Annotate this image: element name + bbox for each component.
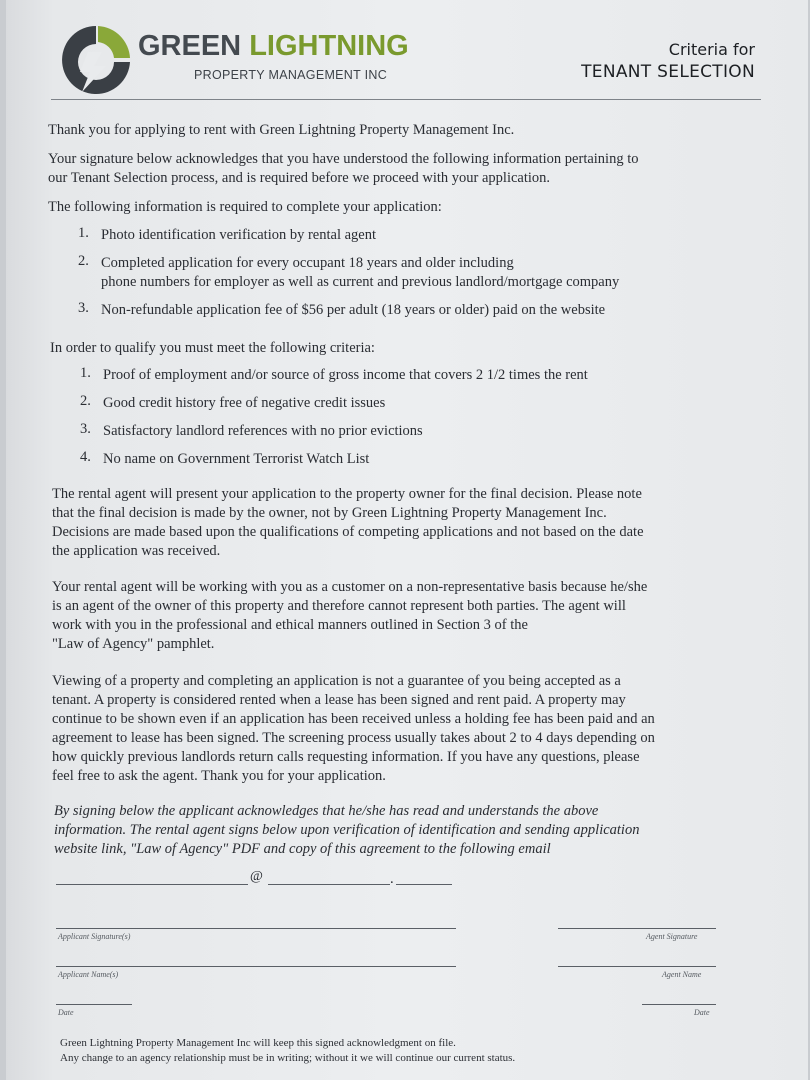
applicant-name-label: Applicant Name(s): [58, 970, 119, 979]
list-number: 3.: [80, 421, 91, 437]
doc-title-line2: TENANT SELECTION: [581, 62, 755, 82]
footer-line: Any change to an agency relationship must be in writing; without it we will continue our current status.: [60, 1052, 516, 1064]
paragraph-line: information. The rental agent signs below upon verification of identification and sending application: [54, 822, 640, 838]
list-item: Photo identification verification by rental agent: [101, 227, 377, 243]
company-logo-icon: [58, 22, 134, 98]
paragraph-line: tenant. A property is considered rented when a lease has been signed and rent paid. A property may: [52, 692, 626, 708]
list-item-continued: phone numbers for employer as well as current and previous landlord/mortgage company: [101, 274, 620, 290]
paragraph-line: Viewing of a property and completing an application is not a guarantee of you being accepted as a: [52, 673, 621, 689]
list-number: 4.: [80, 449, 91, 465]
footer-line: Green Lightning Property Management Inc will keep this signed acknowledgment on file.: [60, 1037, 456, 1049]
applicant-date-label: Date: [58, 1008, 74, 1017]
doc-title-line1: Criteria for: [668, 40, 755, 59]
company-name: [138, 30, 409, 63]
document-page: [6, 0, 808, 1080]
list-number: 1.: [78, 225, 89, 241]
applicant-date-line[interactable]: [56, 1004, 132, 1005]
applicant-name-line[interactable]: [56, 966, 456, 967]
paragraph-line: "Law of Agency" pamphlet.: [52, 636, 215, 652]
list-item: Proof of employment and/or source of gross income that covers 2 1/2 times the rent: [103, 367, 588, 383]
email-dot: .: [390, 871, 394, 887]
agent-date-line[interactable]: [642, 1004, 716, 1005]
brand-word-green: GREEN: [138, 30, 242, 62]
acknowledge-line-2: our Tenant Selection process, and is required before we proceed with your application.: [48, 170, 551, 186]
paragraph-line: agreement to lease has been signed. The screening process usually takes about 2 to 4 days depending on: [52, 730, 655, 746]
paragraph-line: website link, "Law of Agency" PDF and copy of this agreement to the following email: [54, 841, 551, 857]
list-number: 2.: [80, 393, 91, 409]
paragraph-line: By signing below the applicant acknowledges that he/she has read and understands the above: [54, 803, 599, 819]
list-item: No name on Government Terrorist Watch List: [103, 451, 370, 467]
list-number: 2.: [78, 253, 89, 269]
paragraph-line: The rental agent will present your application to the property owner for the final decision. Please note: [52, 486, 642, 502]
thank-you-text: Thank you for applying to rent with Green Lightning Property Management Inc.: [48, 122, 515, 138]
letterhead: [58, 18, 763, 102]
list-number: 1.: [80, 365, 91, 381]
paragraph-line: that the final decision is made by the owner, not by Green Lightning Property Management Inc.: [52, 505, 607, 521]
agent-name-line[interactable]: [558, 966, 716, 967]
paragraph-line: feel free to ask the agent. Thank you for your application.: [52, 768, 386, 784]
acknowledge-line-1: Your signature below acknowledges that you have understood the following information pertaining to: [48, 151, 639, 167]
list-item: Good credit history free of negative credit issues: [103, 395, 386, 411]
paragraph-line: the application was received.: [52, 543, 221, 559]
list-item: Non-refundable application fee of $56 per adult (18 years or older) paid on the website: [101, 302, 606, 318]
email-user-blank[interactable]: [56, 884, 248, 885]
paragraph-line: is an agent of the owner of this property and therefore cannot represent both parties. The agent will: [52, 598, 626, 614]
criteria-heading: In order to qualify you must meet the following criteria:: [50, 340, 375, 356]
paragraph-line: continue to be shown even if an application has been received unless a holding fee has been paid and an: [52, 711, 655, 727]
brand-word-lightning: LIGHTNING: [249, 30, 409, 62]
list-item: Completed application for every occupant 18 years and older including: [101, 255, 514, 271]
paragraph-line: how quickly previous landlords return calls requesting information. If you have any questions, please: [52, 749, 640, 765]
agent-date-label: Date: [694, 1008, 710, 1017]
required-heading: The following information is required to complete your application:: [48, 199, 442, 215]
company-subtitle: PROPERTY MANAGEMENT INC: [194, 68, 388, 82]
paragraph-line: work with you in the professional and ethical manners outlined in Section 3 of the: [52, 617, 528, 633]
email-domain-blank[interactable]: [268, 884, 390, 885]
email-at-sign: @: [250, 869, 263, 884]
paragraph-line: Your rental agent will be working with you as a customer on a non-representative basis because he/she: [52, 579, 648, 595]
applicant-signature-label: Applicant Signature(s): [58, 932, 131, 941]
agent-signature-line[interactable]: [558, 928, 716, 929]
applicant-signature-line[interactable]: [56, 928, 456, 929]
paragraph-line: Decisions are made based upon the qualifications of competing applications and not based on the date: [52, 524, 644, 540]
header-divider: [51, 99, 761, 100]
list-item: Satisfactory landlord references with no prior evictions: [103, 423, 423, 439]
agent-name-label: Agent Name: [662, 970, 702, 979]
email-tld-blank[interactable]: [396, 884, 452, 885]
agent-signature-label: Agent Signature: [646, 932, 698, 941]
list-number: 3.: [78, 300, 89, 316]
